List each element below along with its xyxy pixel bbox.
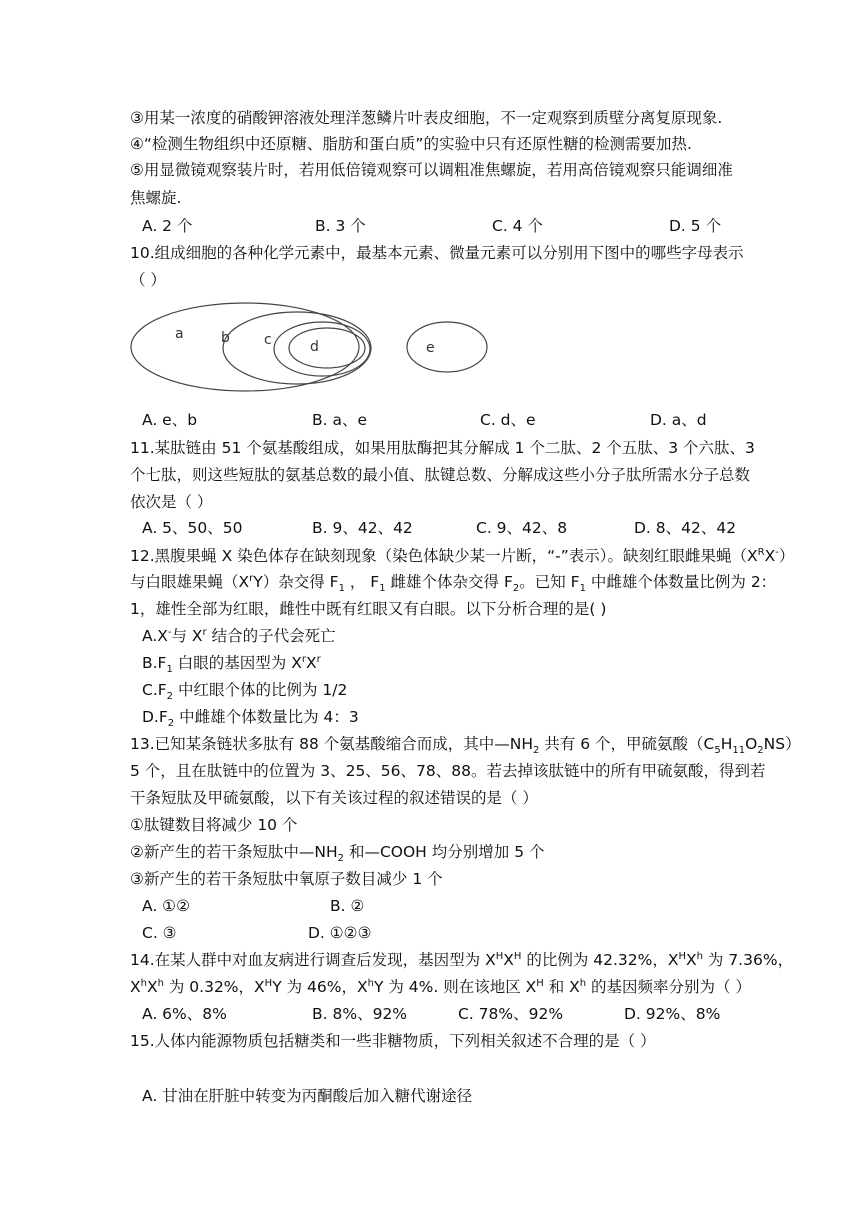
q14-option-b: B. 8%、92% [312, 1005, 408, 1023]
q11-stem-line2: 个七肽，则这些短肽的氨基总数的最小值、肽键总数、分解成这些小分子肽所需水分子总数 [130, 466, 751, 484]
q12-stem-line1: 12.黑腹果蝇 X 染色体存在缺刻现象（染色体缺少某一片断，“-”表示）。缺刻红眼雌果蝇$(X^RX^-)$ [130, 546, 795, 565]
q10-option-a: A. e、b [142, 411, 198, 429]
q10-stem-line1: 10.组成细胞的各种化学元素中，最基本元素、微量元素可以分别用下图中的哪些字母表示 [130, 244, 744, 262]
q13-option-b: B. ② [330, 897, 365, 915]
q13-option-c: C. ③ [142, 924, 177, 942]
q14-stem-line1: 14.在某人群中对血友病进行调查后发现，基因型为 $X^HX^H$ 的比例为 42.32%，$X^HX^h$ 为 7.36%， [130, 950, 794, 969]
q12-option-c: $C.F_2$ 中红眼个体的比例为 1/2 [142, 681, 348, 703]
q15-option-a: A. 甘油在肝脏中转变为丙酮酸后加入糖代谢途径 [142, 1087, 473, 1105]
q10-option-c: C. d、e [480, 411, 536, 429]
q9-option-c: C. 4 个 [492, 217, 543, 235]
q11-option-a: A. 5、50、50 [142, 519, 243, 537]
q10-nested-ellipses-figure [125, 300, 505, 400]
q9-option-a: A. 2 个 [142, 217, 193, 235]
ellipse-label-a: a [175, 326, 184, 342]
ellipse-label-e: e [426, 340, 435, 356]
q10-stem-line2: （ ） [130, 271, 166, 289]
q12-stem-line3: 1，雄性全部为红眼，雌性中既有红眼又有白眼。以下分析合理的是( ) [130, 600, 607, 618]
ellipse-label-d: d [310, 339, 319, 355]
q11-option-d: D. 8、42、42 [634, 519, 737, 537]
q12-option-d: $D.F_2$ 中雌雄个体数量比为 4：3 [142, 708, 359, 730]
q13-statement-1: ①肽键数目将减少 10 个 [130, 816, 298, 834]
q9-statement-5-line1: ⑤用显微镜观察装片时，若用低倍镜观察可以调粗准焦螺旋，若用高倍镜观察只能调细准 [130, 161, 733, 179]
q12-stem-line2: 与白眼雄果蝇$(X^rY)$杂交得 $F_1$ ， $F_1$ 雌雄个体杂交得 $F_2$。已知 $F_1$ 中雌雄个体数量比例为 2： [130, 572, 777, 595]
q10-option-b: B. a、e [312, 411, 368, 429]
q12-option-a: A.X-与 $X^r$ 结合的子代会死亡 [142, 626, 336, 645]
ellipse-a [131, 303, 359, 391]
q11-stem-line3: 依次是（ ） [130, 493, 213, 511]
q13-stem-line2: 5 个，且在肽链中的位置为 3、25、56、78、88。若去掉该肽链中的所有甲硫氨酸，得到若 [130, 762, 766, 780]
q14-stem-line2: $X^hX^h$ 为 0.32%，$X^HY$ 为 46%，$X^hY$ 为 4%. 则在该地区 $X^H$ 和 $X^h$ 的基因频率分别为（ ） [130, 977, 751, 996]
ellipse-e [407, 322, 487, 372]
q11-option-c: C. 9、42、8 [476, 519, 568, 537]
q11-option-b: B. 9、42、42 [312, 519, 413, 537]
q9-statement-4: ④“检测生物组织中还原糖、脂肪和蛋白质”的实验中只有还原性糖的检测需要加热. [130, 135, 692, 153]
q9-statement-5-line2: 焦螺旋. [130, 189, 182, 207]
q10-option-d: D. a、d [650, 411, 707, 429]
q9-option-d: D. 5 个 [669, 217, 722, 235]
q9-statement-3: ③用某一浓度的硝酸钾溶液处理洋葱鳞片叶表皮细胞，不一定观察到质壁分离复原现象. [130, 109, 723, 127]
ellipse-label-b: b [221, 330, 230, 346]
q14-option-c: C. 78%、92% [458, 1005, 564, 1023]
q15-stem: 15.人体内能源物质包括糖类和一些非糖物质，下列相关叙述不合理的是（ ） [130, 1032, 656, 1050]
q13-stem-line3: 干条短肽及甲硫氨酸，以下有关该过程的叙述错误的是（ ） [130, 789, 538, 807]
q14-option-a: A. 6%、8% [142, 1005, 227, 1023]
q14-option-d: D. 92%、8% [624, 1005, 721, 1023]
q13-option-a: A. ①② [142, 897, 190, 915]
ellipse-b [223, 312, 371, 384]
ellipse-label-c: c [264, 332, 272, 348]
q12-option-b: $B.F_1$ 白眼的基因型为 $X^rX^r$ [142, 653, 321, 676]
q9-option-b: B. 3 个 [315, 217, 366, 235]
q13-statement-3: ③新产生的若干条短肽中氧原子数目减少 1 个 [130, 870, 443, 888]
q13-option-d: D. ①②③ [308, 924, 372, 942]
q11-stem-line1: 11.某肽链由 51 个氨基酸组成，如果用肽酶把其分解成 1 个二肽、2 个五肽、3 个六肽、3 [130, 439, 755, 457]
q13-statement-2: ②新产生的若干条短肽中$—NH_2$ 和—COOH 均分别增加 5 个 [130, 843, 545, 865]
q13-stem-line1: 13.已知某条链状多肽有 88 个氨基酸缩合而成，其中$—NH_2$ 共有 6 个，甲硫氨酸$(C_5H_{11}O_2NS)$ [130, 735, 801, 757]
ellipse-d [289, 328, 365, 368]
